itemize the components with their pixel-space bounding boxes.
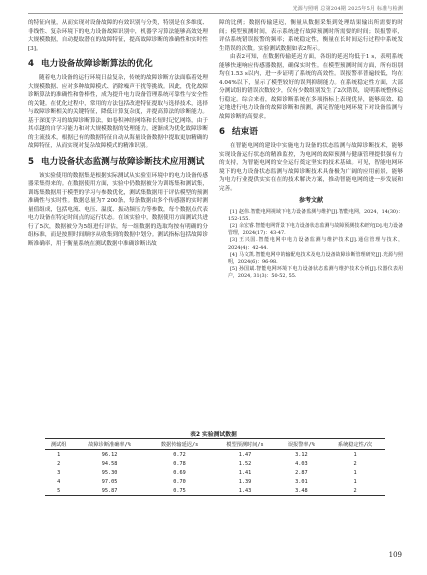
table-cell: 1.47 xyxy=(238,451,252,458)
section-6-title: 结束语 xyxy=(232,127,258,137)
reference-item xyxy=(219,209,403,223)
reference-text: 赵伟.智能电网视域下电力设备监测与维护[J].智能电网，2024，14(30)：152-155. xyxy=(228,208,403,222)
table-cell: 94.58 xyxy=(101,460,118,467)
column-header: 故障诊断准确率/% xyxy=(72,439,147,450)
table-cell: 1.52 xyxy=(238,460,252,467)
section-5-number: 5 xyxy=(28,156,34,167)
column-header: 模型预测时间/s xyxy=(212,439,277,450)
section-6-number: 6 xyxy=(219,127,225,137)
reference-item xyxy=(219,223,403,237)
table-cell: 1.39 xyxy=(238,478,252,485)
results-paragraph-1: 障的比例；数据传输延迟，衡量从数据采集到处理结果输出所需要的时间；模型预测时间，表示系统进行故障预测时所需要的时间；误报警率，评估系统错误报警的频率；系统稳定性，衡量在长时间运行过程中系统发生错误的次数。实验测试数据如表2所示。 xyxy=(219,20,403,52)
table-cell: 4.03 xyxy=(295,460,308,467)
table-cell: 0.69 xyxy=(173,469,186,476)
column-header: 系统稳定性/次 xyxy=(325,439,385,450)
section-4-title: 电力设备故障诊断算法的优化 xyxy=(41,59,153,69)
column-header: 测试组 xyxy=(45,439,72,450)
section-4-heading xyxy=(28,58,208,70)
table-cell: 4 xyxy=(57,478,61,485)
table-cell: 95.30 xyxy=(101,469,118,476)
right-column xyxy=(219,19,403,281)
experiment-data-table xyxy=(45,438,385,496)
header-rule xyxy=(28,13,403,14)
running-header xyxy=(0,0,427,14)
table-cell: 2 xyxy=(353,460,357,467)
reference-item xyxy=(219,237,403,251)
table-cell: 95.87 xyxy=(72,486,147,496)
results-paragraph-2: 由表2可知，在数据传输延迟方面，各组的延迟均低于1 s，表明系统能够快速响应传感器数据，确保实时性。在模型预测时间方面，所有组别均在1.53 s以内，进一步证明了系统的高效性。误报警率普遍较低，均在4.04%以下，显示了模型较好的误判抑制能力。在系统稳定性方面，大部分测试组的错误次数较少，仅有少数组别发生了2次错误，说明系统整体运行稳定。综合来看，故障诊断系统在多项指标上表现优异，能够高效、稳定地进行电力设备的故障诊断和预测，满足智能电网环境下对设备监测与故障诊断的高要求。 xyxy=(219,54,403,120)
table-cell: 97.05 xyxy=(101,478,118,485)
table-cell: 1.43 xyxy=(212,486,277,496)
reference-item xyxy=(219,252,403,266)
section-5-heading xyxy=(28,156,208,168)
table-cell: 2 xyxy=(325,486,385,496)
table-row xyxy=(45,486,385,496)
table-cell: 0.72 xyxy=(173,451,186,458)
references-title: 参考文献 xyxy=(298,197,323,204)
table-cell: 3.01 xyxy=(295,478,308,485)
reference-key: [3] xyxy=(230,237,237,244)
table-row xyxy=(45,450,385,460)
reference-key: [5] xyxy=(230,266,237,273)
table-cell: 5 xyxy=(45,486,72,496)
reference-item xyxy=(219,266,403,280)
table-cell: 3.12 xyxy=(295,451,308,458)
page-number: 109 xyxy=(388,551,402,559)
table-row xyxy=(45,468,385,477)
table-cell: 2.87 xyxy=(295,469,308,476)
intro-paragraph: 的特征向量，从而实现对设备故障的有效识别与分类，特别是在多维度、非线性、复杂环境下的电力设备故障识别中，机器学习算法能够高效处理大规模数据，自动提取潜在的故障特征，提高故障诊断的准确性和实时性[3]。 xyxy=(28,20,208,52)
table-row xyxy=(45,477,385,486)
table-caption: 表2 实验测试数据 xyxy=(190,432,237,438)
reference-key: [2] xyxy=(230,222,237,229)
section-4-paragraph: 随着电力设备的运行环境日益复杂，传统的故障诊断方法面临着处理大规模数据、应对多种故障模式、消除噪声干扰等挑战。因此，优化故障诊断算法的准确性和鲁棒性，成为提升电力设备管理系统可靠性与安全性的关键。在优化过程中，常用的方法包括改进特征提取与选择技术，选择与故障诊断相关的关键特征，降低计算复杂度，并提高算法的诊断能力。基于深度学习的故障诊断算法，如卷积神经网络和长短时记忆网络，由于其卓越的自学习能力和对大规模数据的处理能力，逐渐成为优化故障诊断的主流技术，根据已有的数据特征自动从海量设备数据中提取更加精确的故障特征，从而实现对复杂故障模式的精准识别。 xyxy=(28,75,208,149)
reference-list xyxy=(219,209,403,281)
table-cell: 0.75 xyxy=(147,486,212,496)
reference-text: 王兴国.智能电网中电力设备监测与维护技术[J].通信管理与技术，2024(4)：42-44. xyxy=(228,237,403,251)
table-cell: 1 xyxy=(57,451,61,458)
table-cell: 3 xyxy=(57,469,61,476)
reference-key: [4] xyxy=(230,251,237,258)
reference-text: 孙国斌.智能电网环境下电力设备状态监测与维护技术分析[J].仪器仪表用户，2024, 31(3)：50-52, 55. xyxy=(228,266,403,280)
section-6-paragraph: 在智能电网的建设中实施电力设备的状态监测与故障诊断技术，能够实现设备运行状态的精准监控，为电网的故障预测与健康管理提供强有力的支持，为智能电网的安全运行奠定坚实的技术基础。可见，智能电网环境下的电力设备状态监测与故障诊断技术具备极为广阔的应用前景，能够为电力行业提供实实在在的技术解决方案，推动智能电网的进一步发展和完善。 xyxy=(219,143,403,192)
section-5-title: 电力设备状态监测与故障诊断技术应用测试 xyxy=(41,156,205,167)
reference-key: [1] xyxy=(230,208,237,215)
table-cell: 0.70 xyxy=(173,478,186,485)
left-column xyxy=(28,19,208,248)
section-5-paragraph: 该实验使用的数据集是根据实际测试从实验室环境中的电力设备传感器采集得来的。在数据使用方面，实验中仍数据被分为训练集和测试集，训练集数据用于模型的学习与参数优化，测试集数据用于评估模型的预测准确性与实时性。数据总量为7 200条，每条数据由多个传感器的实时测量值组成，包括电流、电压、温度、振动频压力等参数，每个数据点代表电力设备在特定时间点的运行状态。在该实验中，数据使用方面测试共进行了5次，数据被分为5组进行评估，每一组数据的选取均按有明确的分组标准，而是按照时间顺序从收集到的数据中划分。测试指标包括故障诊断准确率，用于衡量系统在测试数据中准确诊断出故 xyxy=(28,172,208,247)
table-header-row xyxy=(45,439,385,450)
table-cell: 1 xyxy=(353,469,357,476)
table-cell: 1 xyxy=(353,451,357,458)
table-row xyxy=(45,459,385,468)
reference-text: 马文凯.智能电网中的输配电技术及电力设备故障诊断管理研究[J].光源与照明，2024(6)：96-98. xyxy=(228,251,403,265)
table-cell: 2 xyxy=(57,460,61,467)
table-cell: 96.12 xyxy=(101,451,118,458)
table-cell: 0.78 xyxy=(173,460,186,467)
table-cell: 1 xyxy=(353,478,357,485)
table-cell: 1.41 xyxy=(238,469,252,476)
column-header: 数据传输延迟/s xyxy=(147,439,212,450)
section-6-heading xyxy=(219,126,403,138)
column-header: 误报警率/% xyxy=(278,439,325,450)
section-4-number: 4 xyxy=(28,59,34,69)
reference-text: 余宏睿.智能电网背景下电力设备状态监测与故障预测技术研究[D].电力设备管理，2024(17)：43-47. xyxy=(228,222,403,237)
table-cell: 3.48 xyxy=(278,486,325,496)
journal-info: 光源与照明 总第204期 2025年5月 标准与检测 xyxy=(292,6,403,12)
